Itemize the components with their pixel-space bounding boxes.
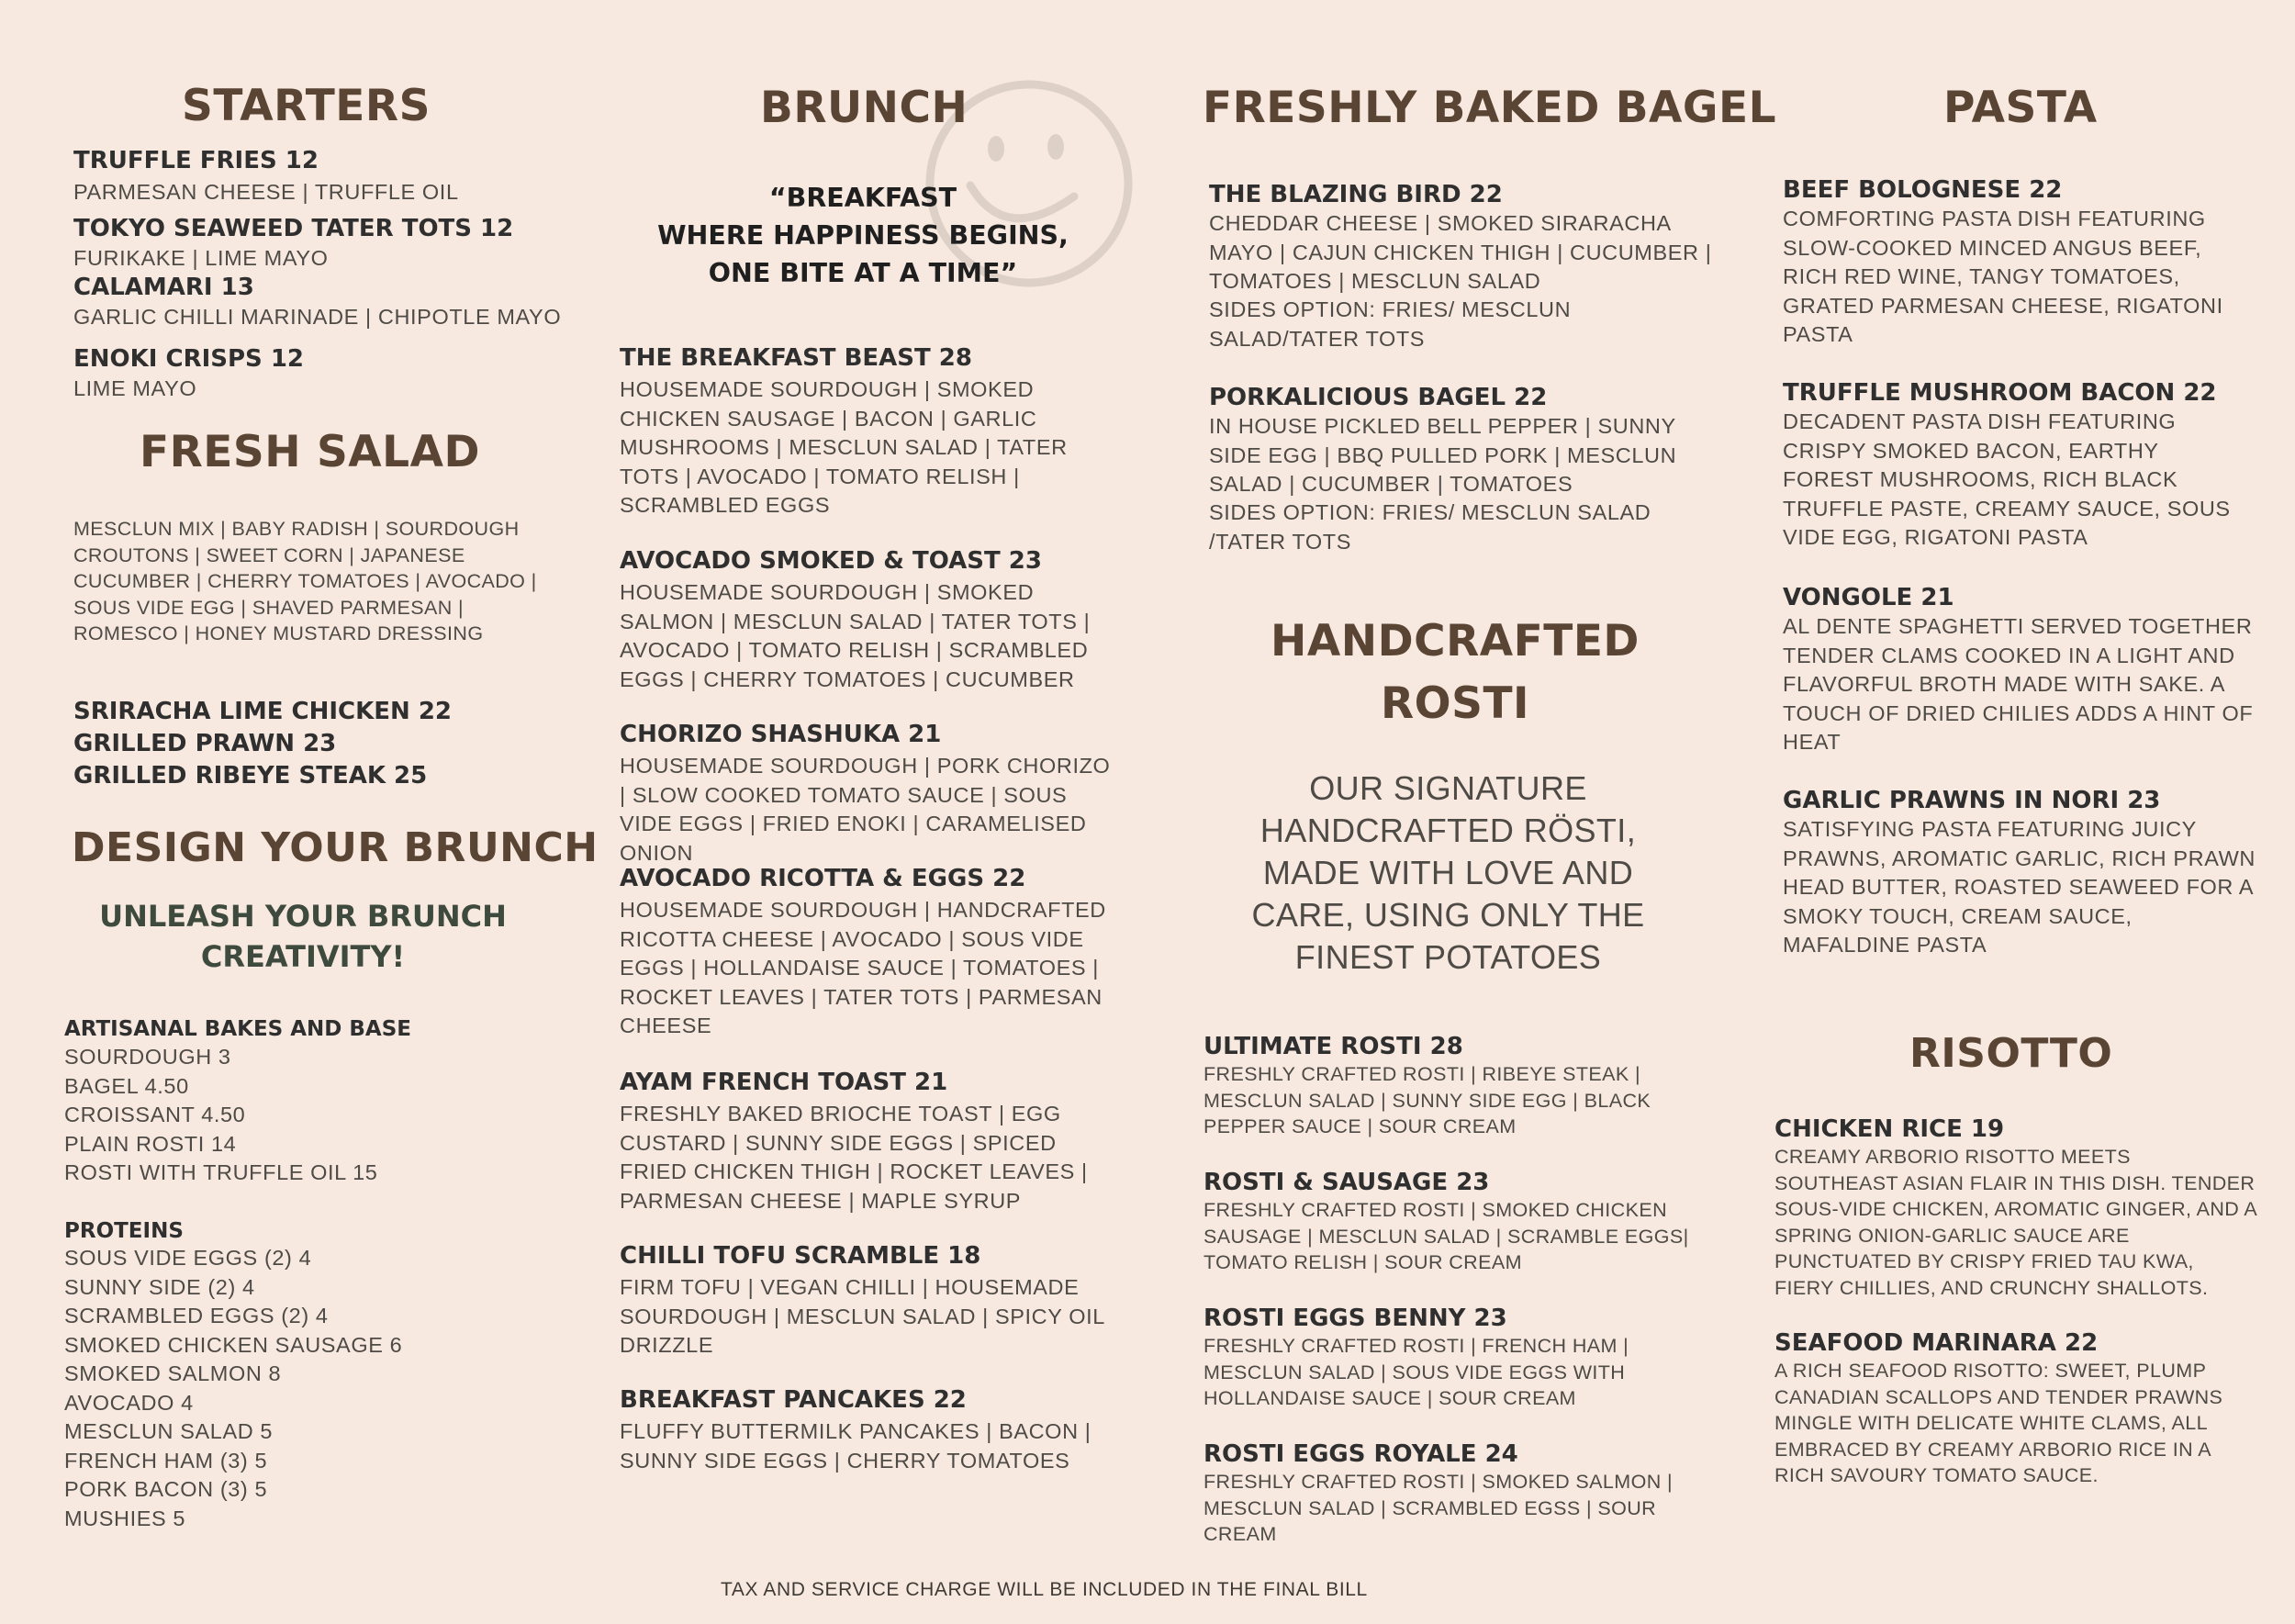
design-your-brunch-title: DESIGN YOUR BRUNCH <box>72 824 599 871</box>
pasta-title: PASTA <box>1943 83 2098 133</box>
fresh-salad-desc: MESCLUN MIX | BABY RADISH | SOURDOUGH CROUTONS | SWEET CORN | JAPANESE CUCUMBER | CHERRY TOMATOES | AVOCADO | SOUS VIDE EGG | SHAVED PARMESAN | ROMESCO | HONEY MUSTARD DRESSING <box>73 518 537 644</box>
proteins-list <box>64 1244 402 1533</box>
list-item: SMOKED CHICKEN SAUSAGE 6 <box>64 1332 403 1357</box>
rosti-signature: OUR SIGNATURE HANDCRAFTED RÖSTI, MADE WITH LOVE AND CARE, USING ONLY THE FINEST POTATOES <box>1251 769 1645 976</box>
salad-option: SRIRACHA LIME CHICKEN 22 <box>73 698 453 725</box>
list-item: SMOKED SALMON 8 <box>64 1361 282 1385</box>
bagel-item-name: THE BLAZING BIRD 22 <box>1209 181 1503 208</box>
brunch-item-name: AYAM FRENCH TOAST 21 <box>620 1069 948 1096</box>
pasta-item-name: TRUFFLE MUSHROOM BACON 22 <box>1783 379 2217 407</box>
list-item: CROISSANT 4.50 <box>64 1103 246 1126</box>
list-item: SOUS VIDE EGGS (2) 4 <box>64 1246 312 1270</box>
list-item: SCRAMBLED EGGS (2) 4 <box>64 1304 329 1327</box>
rosti-title-line: HANDCRAFTED <box>1271 616 1640 666</box>
rosti-item-name: ROSTI EGGS BENNY 23 <box>1203 1305 1507 1332</box>
brunch-item-name: CHORIZO SHASHUKA 21 <box>620 721 942 748</box>
pasta-item-name: BEEF BOLOGNESE 22 <box>1783 176 2063 204</box>
brunch-item-desc: FIRM TOFU | VEGAN CHILLI | HOUSEMADE SOURDOUGH | MESCLUN SALAD | SPICY OIL DRIZZLE <box>620 1275 1105 1357</box>
quote-line: ONE BITE AT A TIME” <box>708 258 1018 288</box>
brunch-item-name: AVOCADO SMOKED & TOAST 23 <box>620 547 1042 575</box>
fresh-salad-title: FRESH SALAD <box>140 427 481 477</box>
list-item: PORK BACON (3) 5 <box>64 1477 268 1501</box>
list-item: PLAIN ROSTI 14 <box>64 1131 237 1156</box>
list-item: BAGEL 4.50 <box>64 1073 189 1098</box>
starter-item-name: ENOKI CRISPS 12 <box>73 345 305 373</box>
brunch-item-name: THE BREAKFAST BEAST 28 <box>620 344 972 372</box>
bagel-item-sides: SIDES OPTION: FRIES/ MESCLUN SALAD /TATER TOTS <box>1209 500 1651 554</box>
brunch-item-desc: FLUFFY BUTTERMILK PANCAKES | BACON | SUNNY SIDE EGGS | CHERRY TOMATOES <box>620 1419 1092 1473</box>
pasta-item-name: GARLIC PRAWNS IN NORI 23 <box>1783 787 2161 814</box>
brunch-item-name: AVOCADO RICOTTA & EGGS 22 <box>620 865 1026 892</box>
bagel-item-sides: SIDES OPTION: FRIES/ MESCLUN SALAD/TATER TOTS <box>1209 297 1572 351</box>
proteins-title: PROTEINS <box>64 1219 184 1243</box>
rosti-item-desc: FRESHLY CRAFTED ROSTI | RIBEYE STEAK | MESCLUN SALAD | SUNNY SIDE EGG | BLACK PEPPER SAUCE | SOUR CREAM <box>1203 1063 1651 1137</box>
list-item: AVOCADO 4 <box>64 1390 194 1415</box>
brunch-item-name: BREAKFAST PANCAKES 22 <box>620 1386 967 1414</box>
design-subtitle: UNLEASH YOUR BRUNCH CREATIVITY! <box>99 899 507 974</box>
bagel-item-desc: CHEDDAR CHEESE | SMOKED SIRARACHA MAYO | CAJUN CHICKEN THIGH | CUCUMBER | TOMATOES | MESCLUN SALAD <box>1209 211 1712 293</box>
brunch-item-name: CHILLI TOFU SCRAMBLE 18 <box>620 1242 981 1270</box>
bagel-item-desc: IN HOUSE PICKLED BELL PEPPER | SUNNY SIDE EGG | BBQ PULLED PORK | MESCLUN SALAD | CUCUMBER | TOMATOES <box>1209 414 1677 496</box>
pasta-item-desc: COMFORTING PASTA DISH FEATURING SLOW-COOKED MINCED ANGUS BEEF, RICH RED WINE, TANGY TOMATOES, GRATED PARMESAN CHEESE, RIGATONI PASTA <box>1783 207 2223 346</box>
brunch-title: BRUNCH <box>760 83 968 133</box>
pasta-item-name: VONGOLE 21 <box>1783 584 1954 611</box>
starter-item-name: TRUFFLE FRIES 12 <box>73 147 319 174</box>
brunch-quote <box>606 179 1120 292</box>
rosti-title <box>1203 610 1707 735</box>
list-item: SOURDOUGH 3 <box>64 1045 231 1069</box>
salad-option: GRILLED RIBEYE STEAK 25 <box>73 762 428 790</box>
starter-item-desc: PARMESAN CHEESE | TRUFFLE OIL <box>73 180 459 204</box>
starter-item-desc: LIME MAYO <box>73 376 197 400</box>
risotto-item-name: CHICKEN RICE 19 <box>1774 1115 2005 1143</box>
rosti-title-line: ROSTI <box>1380 678 1530 729</box>
starter-item-name: TOKYO SEAWEED TATER TOTS 12 <box>73 215 514 242</box>
starter-item-desc: GARLIC CHILLI MARINADE | CHIPOTLE MAYO <box>73 305 562 329</box>
brunch-item-desc: HOUSEMADE SOURDOUGH | SMOKED CHICKEN SAUSAGE | BACON | GARLIC MUSHROOMS | MESCLUN SALAD | TATER TOTS | AVOCADO | TOMATO RELISH | SCRAMBLED EGGS <box>620 377 1068 517</box>
pasta-item-desc: SATISFYING PASTA FEATURING JUICY PRAWNS, AROMATIC GARLIC, RICH PRAWN HEAD BUTTER, ROASTED SEAWEED FOR A SMOKY TOUCH, CREAM SAUCE, MAFALDINE PASTA <box>1783 817 2256 957</box>
bakes-title: ARTISANAL BAKES AND BASE <box>64 1017 411 1041</box>
risotto-item-desc: A RICH SEAFOOD RISOTTO: SWEET, PLUMP CANADIAN SCALLOPS AND TENDER PRAWNS MINGLE WITH DELICATE WHITE CLAMS, ALL EMBRACED BY CREAMY ARBORIO RICE IN A RICH SAVOURY TOMATO SAUCE. <box>1774 1360 2223 1486</box>
pasta-item-desc: AL DENTE SPAGHETTI SERVED TOGETHER TENDER CLAMS COOKED IN A LIGHT AND FLAVORFUL BROTH MADE WITH SAKE. A TOUCH OF DRIED CHILIES ADDS A HINT OF HEAT <box>1783 614 2254 754</box>
brunch-item-desc: FRESHLY BAKED BRIOCHE TOAST | EGG CUSTARD | SUNNY SIDE EGGS | SPICED FRIED CHICKEN THIGH | ROCKET LEAVES | PARMESAN CHEESE | MAPLE SYRUP <box>620 1102 1088 1213</box>
footer-note: TAX AND SERVICE CHARGE WILL BE INCLUDED IN THE FINAL BILL <box>721 1579 1368 1600</box>
quote-line: WHERE HAPPINESS BEGINS, <box>657 220 1069 251</box>
risotto-item-desc: CREAMY ARBORIO RISOTTO MEETS SOUTHEAST ASIAN FLAIR IN THIS DISH. TENDER SOUS-VIDE CHICKEN, AROMATIC GINGER, AND A SPRING ONION-GARLIC SAUCE ARE PUNCTUATED BY CRISPY FRIED TAU KWA, FIERY CHILLIES, AND CRUNCHY SHALLOTS. <box>1774 1146 2256 1299</box>
list-item: SUNNY SIDE (2) 4 <box>64 1274 255 1299</box>
rosti-item-desc: FRESHLY CRAFTED ROSTI | SMOKED CHICKEN SAUSAGE | MESCLUN SALAD | SCRAMBLE EGGS| TOMATO RELISH | SOUR CREAM <box>1203 1199 1689 1273</box>
rosti-item-name: ROSTI EGGS ROYALE 24 <box>1203 1440 1518 1468</box>
rosti-item-name: ULTIMATE ROSTI 28 <box>1203 1033 1463 1060</box>
risotto-item-name: SEAFOOD MARINARA 22 <box>1774 1329 2099 1357</box>
rosti-item-desc: FRESHLY CRAFTED ROSTI | SMOKED SALMON | MESCLUN SALAD | SCRAMBLED EGSS | SOUR CREAM <box>1203 1471 1673 1545</box>
pasta-item-desc: DECADENT PASTA DISH FEATURING CRISPY SMOKED BACON, EARTHY FOREST MUSHROOMS, RICH BLACK TRUFFLE PASTE, CREAMY SAUCE, SOUS VIDE EGG, RIGATONI PASTA <box>1783 409 2231 549</box>
brunch-item-desc: HOUSEMADE SOURDOUGH | HANDCRAFTED RICOTTA CHEESE | AVOCADO | SOUS VIDE EGGS | HOLLANDAISE SAUCE | TOMATOES | ROCKET LEAVES | TATER TOTS | PARMESAN CHEESE <box>620 898 1106 1037</box>
list-item: MUSHIES 5 <box>64 1506 186 1530</box>
bagel-item-name: PORKALICIOUS BAGEL 22 <box>1209 384 1548 411</box>
starters-title: STARTERS <box>182 81 431 131</box>
bakes-list <box>64 1043 377 1188</box>
bagel-title: FRESHLY BAKED BAGEL <box>1203 83 1777 133</box>
quote-line: “BREAKFAST <box>768 183 957 213</box>
rosti-item-name: ROSTI & SAUSAGE 23 <box>1203 1169 1490 1196</box>
brunch-item-desc: HOUSEMADE SOURDOUGH | PORK CHORIZO | SLOW COOKED TOMATO SAUCE | SOUS VIDE EGGS | FRIED ENOKI | CARAMELISED ONION <box>620 754 1111 865</box>
salad-option: GRILLED PRAWN 23 <box>73 730 337 757</box>
list-item: FRENCH HAM (3) 5 <box>64 1448 268 1473</box>
rosti-item-desc: FRESHLY CRAFTED ROSTI | FRENCH HAM | MESCLUN SALAD | SOUS VIDE EGGS WITH HOLLANDAISE SAUCE | SOUR CREAM <box>1203 1335 1629 1409</box>
list-item: ROSTI WITH TRUFFLE OIL 15 <box>64 1160 378 1184</box>
starter-item-desc: FURIKAKE | LIME MAYO <box>73 246 329 270</box>
risotto-title: RISOTTO <box>1909 1030 2113 1077</box>
list-item: MESCLUN SALAD 5 <box>64 1419 274 1443</box>
brunch-item-desc: HOUSEMADE SOURDOUGH | SMOKED SALMON | MESCLUN SALAD | TATER TOTS | AVOCADO | TOMATO RELISH | SCRAMBLED EGGS | CHERRY TOMATOES | CUCUMBER <box>620 580 1091 691</box>
starter-item-name: CALAMARI 13 <box>73 274 254 301</box>
